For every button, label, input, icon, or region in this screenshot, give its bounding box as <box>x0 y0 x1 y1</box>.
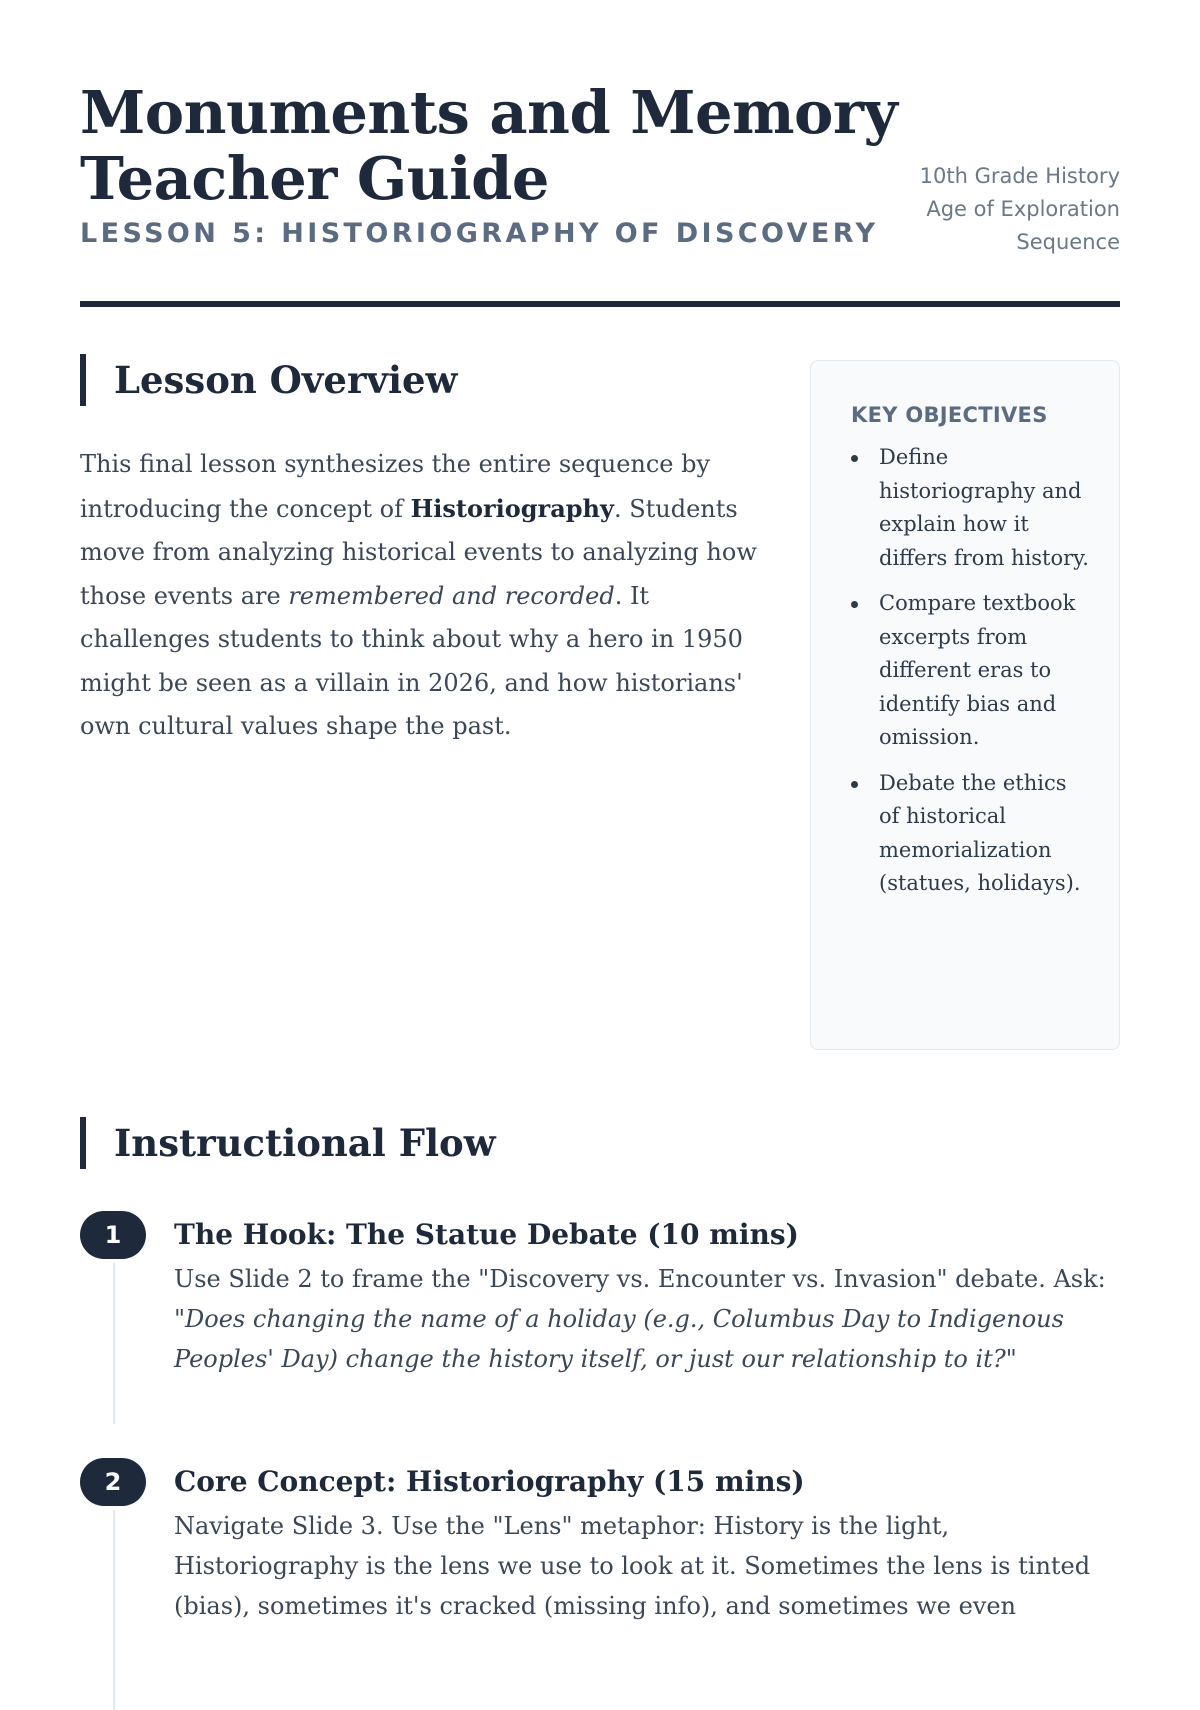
key-objectives-box <box>810 360 1120 1050</box>
objective-item <box>851 587 1093 755</box>
step-title: The Hook: The Statue Debate (10 mins) <box>174 1218 799 1251</box>
meta-unit: Age of Exploration <box>926 197 1120 221</box>
objective-item <box>851 441 1093 575</box>
page-title <box>80 80 900 212</box>
step-connector-line <box>113 1263 115 1424</box>
step-description <box>174 1259 1120 1379</box>
title-line-1: Monuments and Memory <box>80 78 898 147</box>
objective-text: Compare textbook excerpts from different eras to identify bias and omission. <box>879 591 1076 749</box>
step-text: Navigate Slide 3. Use the "Lens" metaphor: History is the light, Historiography is the lens we use to look at it. Sometimes the lens is tinted (bias), sometimes it's cracked (missing info), and sometimes we even <box>174 1512 1091 1620</box>
title-line-2: Teacher Guide <box>80 144 549 213</box>
step-connector-line <box>113 1510 115 1710</box>
header-divider <box>80 301 1120 307</box>
bullet-icon <box>851 601 858 608</box>
step-body <box>174 1211 1120 1379</box>
objective-text: Define historiography and explain how it differs from history. <box>879 445 1089 570</box>
overview-bold-term: Historiography <box>410 493 614 523</box>
lesson-subtitle: LESSON 5: HISTORIOGRAPHY OF DISCOVERY <box>80 218 879 249</box>
overview-italic-phrase: remembered and recorded <box>288 581 615 610</box>
step-description <box>174 1506 1120 1626</box>
step-text: Use Slide 2 to frame the "Discovery vs. Encounter vs. Invasion" debate. Ask: <box>174 1265 1106 1293</box>
step-number-badge: 2 <box>80 1458 146 1506</box>
objective-text: Debate the ethics of historical memorialization (statues, holidays). <box>879 770 1081 895</box>
bullet-icon <box>851 781 858 788</box>
overview-text-1: This final lesson synthesizes the entire sequence by introducing the concept of <box>80 450 711 523</box>
meta-grade: 10th Grade History <box>919 164 1120 188</box>
objectives-list <box>851 441 1093 901</box>
flow-heading: Instructional Flow <box>80 1117 496 1169</box>
overview-text-3: . It challenges students to think about why a hero in 1950 might be seen as a villain in 2026, and how historians' own cultural values shape the past. <box>80 581 743 740</box>
overview-text-2: . Students move from analyzing historical events to analyzing how those events are <box>80 494 757 610</box>
objectives-title: KEY OBJECTIVES <box>851 403 1048 427</box>
objective-item <box>851 767 1093 901</box>
step-quote: "Does changing the name of a holiday (e.g., Columbus Day to Indigenous Peoples' Day) change the history itself, or just our relationship to it?" <box>174 1305 1064 1373</box>
course-meta <box>880 160 1120 259</box>
bullet-icon <box>851 455 858 462</box>
overview-heading: Lesson Overview <box>80 354 457 406</box>
meta-sequence: Sequence <box>1016 230 1120 254</box>
step-number-badge: 1 <box>80 1211 146 1259</box>
overview-paragraph <box>80 443 760 749</box>
step-title: Core Concept: Historiography (15 mins) <box>174 1465 805 1498</box>
guide-header <box>80 80 1120 306</box>
step-body <box>174 1458 1120 1626</box>
